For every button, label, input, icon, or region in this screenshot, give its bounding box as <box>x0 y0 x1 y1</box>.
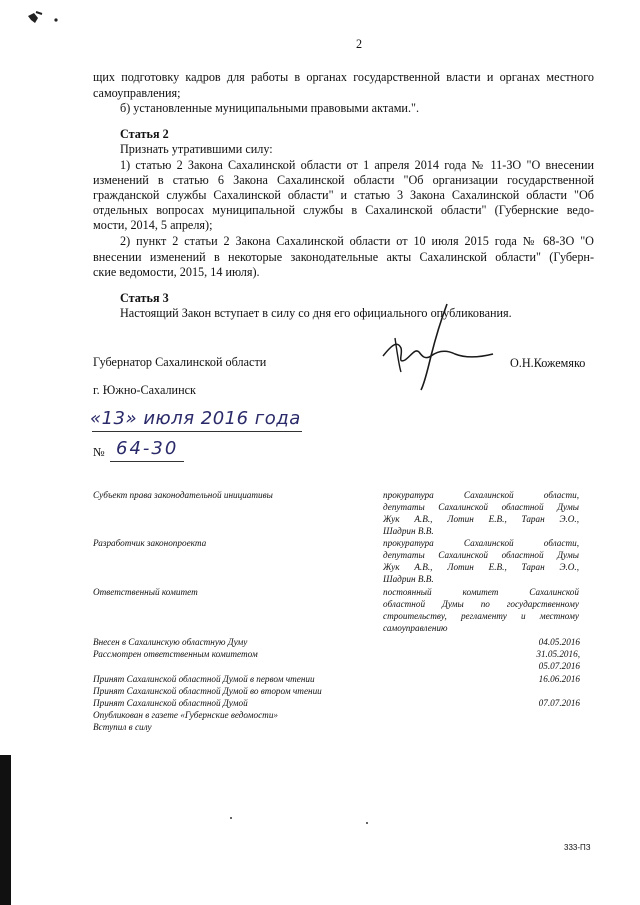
date-underline <box>92 431 302 432</box>
meta-value-line: Жук А.В., Лотин Е.В., Таран Э.О., <box>383 514 579 524</box>
body-line: ские ведомости, 2015, 14 июля). <box>93 265 260 279</box>
committee-label: Ответственный комитет <box>93 587 198 597</box>
history-date: 07.07.2016 <box>538 698 580 708</box>
history-label: Опубликован в газете «Губернские ведомости» <box>93 710 279 720</box>
meta-value-line: самоуправлению <box>383 623 448 633</box>
article-3-text: Настоящий Закон вступает в силу со дня его официального опубликования. <box>120 306 512 320</box>
history-date: 04.05.2016 <box>538 637 580 647</box>
body-line: щих подготовку кадров для работы в органах государственной власти и органах местного <box>93 70 594 84</box>
scan-dot <box>230 817 232 819</box>
handwritten-date: «13» июля 2016 года <box>90 408 301 429</box>
body-line: гражданской службы Сахалинской области" и статью 3 Закона Сахалинской области "Об <box>93 188 594 202</box>
meta-value-line: областной Думы по государственному <box>383 599 579 609</box>
meta-value-line: Шадрин В.В. <box>383 574 434 584</box>
history-label: Принят Сахалинской областной Думой в первом чтении <box>93 674 315 684</box>
meta-value-line: постоянный комитет Сахалинской <box>383 587 579 597</box>
meta-value-line: строительству, регламенту и местному <box>383 611 579 621</box>
handwritten-number: 64-30 <box>116 438 179 459</box>
scan-edge-bar <box>0 755 11 905</box>
body-line: отдельных вопросах муниципальной службы в Сахалинской области" (Губернские ведо- <box>93 203 594 217</box>
body-line: самоуправления; <box>93 86 181 100</box>
meta-value-line: Жук А.В., Лотин Е.В., Таран Э.О., <box>383 562 579 572</box>
meta-value-line: депутаты Сахалинской областной Думы <box>383 502 579 512</box>
developer-label: Разработчик законопроекта <box>93 538 207 548</box>
footer-code: 333-ПЗ <box>564 843 591 852</box>
governor-position: Губернатор Сахалинской области <box>93 355 267 369</box>
page-number: 2 <box>356 37 363 51</box>
meta-value-line: прокуратура Сахалинской области, <box>383 538 579 548</box>
scan-dot <box>366 822 368 824</box>
subject-label: Субъект права законодательной инициативы <box>93 490 273 500</box>
number-underline <box>110 461 184 462</box>
city: г. Южно-Сахалинск <box>93 383 196 397</box>
history-label: Принят Сахалинской областной Думой <box>93 698 248 708</box>
history-label: Принят Сахалинской областной Думой во втором чтении <box>93 686 322 696</box>
history-label: Вступил в силу <box>93 722 152 732</box>
meta-value-line: депутаты Сахалинской областной Думы <box>383 550 579 560</box>
body-line: 2) пункт 2 статьи 2 Закона Сахалинской области от 10 июля 2015 года № 68-ЗО "О <box>120 234 594 248</box>
signature-mark <box>375 298 505 398</box>
article-3-title: Статья 3 <box>120 291 169 305</box>
history-label: Рассмотрен ответственным комитетом <box>93 649 258 659</box>
body-line: 1) статью 2 Закона Сахалинской области от 1 апреля 2014 года № 11-ЗО "О внесении <box>120 158 594 172</box>
body-line: мости, 2014, 5 апреля); <box>93 218 213 232</box>
history-date: 05.07.2016 <box>538 661 580 671</box>
article-2-title: Статья 2 <box>120 127 169 141</box>
meta-value-line: Шадрин В.В. <box>383 526 434 536</box>
scan-mark <box>26 8 60 28</box>
body-line: изменений в статью 6 Закона Сахалинской области "Об организации государственной <box>93 173 594 187</box>
history-label: Внесен в Сахалинскую областную Думу <box>93 637 248 647</box>
article-2-intro: Признать утратившими силу: <box>120 142 273 156</box>
body-line: б) установленные муниципальными правовыми актами.". <box>120 101 420 115</box>
body-line: внесении изменений в некоторые законодательные акты Сахалинской области" (Губерн- <box>93 250 594 264</box>
governor-name: О.Н.Кожемяко <box>510 356 586 370</box>
history-date: 16.06.2016 <box>538 674 580 684</box>
meta-value-line: прокуратура Сахалинской области, <box>383 490 579 500</box>
number-label: № <box>93 445 105 459</box>
history-date: 31.05.2016, <box>536 649 580 659</box>
